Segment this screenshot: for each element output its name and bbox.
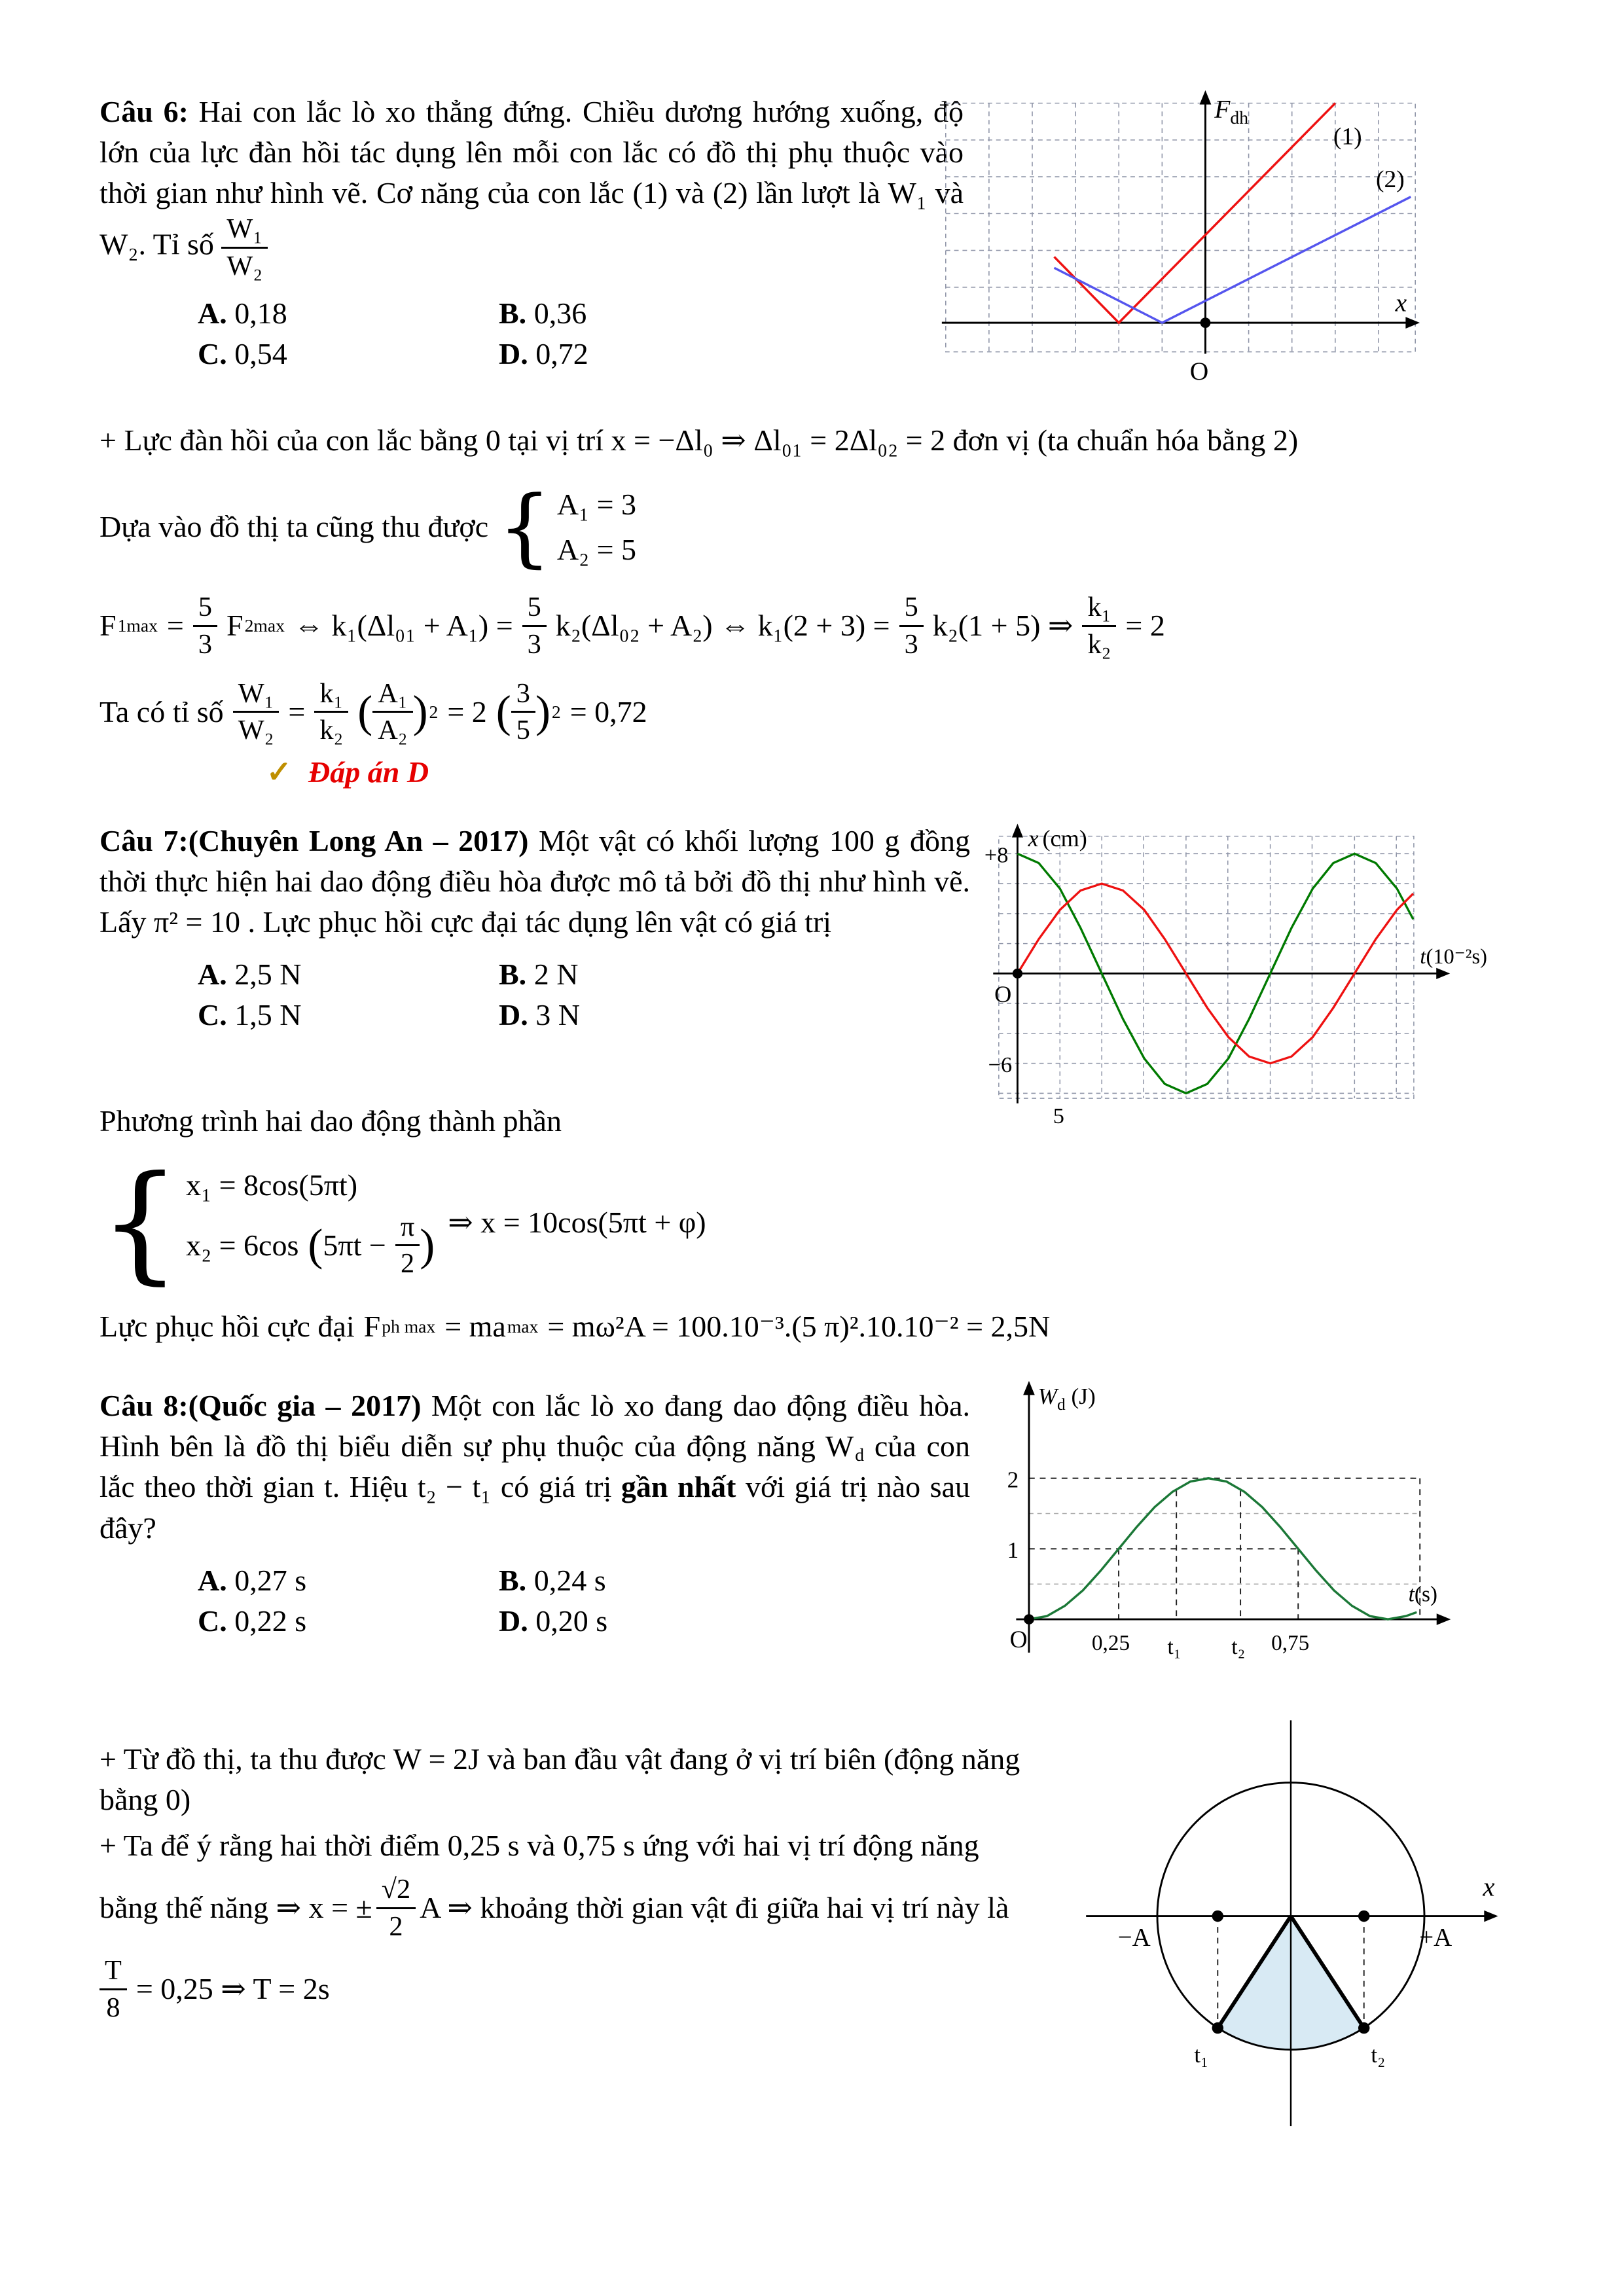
solution-text: A ⇒ khoảng thời gian vật đi giữa hai vị trí này là bbox=[420, 1891, 1009, 1925]
q8-emphasis: gần nhất bbox=[621, 1470, 736, 1504]
tick-plus-8: +8 bbox=[984, 842, 1009, 868]
t2-label: t₂ bbox=[1371, 2042, 1386, 2068]
subscript: ph max bbox=[382, 1316, 436, 1337]
math-token: ⇔ k₁(Δl₀₁ + A₁) = bbox=[293, 609, 513, 643]
check-icon: ✓ bbox=[266, 755, 292, 789]
t-axis-label: t(10⁻²s) bbox=[1420, 944, 1487, 969]
plus-A-label: +A bbox=[1419, 1923, 1453, 1952]
q6-equation-stiffness bbox=[99, 592, 1526, 660]
x-axis-label: x bbox=[1395, 288, 1407, 317]
math-token: = ma bbox=[444, 1310, 506, 1344]
q6-equation-ratio bbox=[99, 678, 1526, 746]
fraction-numerator: W₁ bbox=[221, 213, 268, 248]
math-token: = 2 bbox=[1125, 609, 1165, 643]
circle-point-t2 bbox=[1358, 2022, 1369, 2034]
q8-option-b bbox=[499, 1560, 800, 1601]
question-7 bbox=[99, 821, 1526, 1346]
q7-option-c bbox=[198, 995, 499, 1035]
q6-label: Câu 6: bbox=[99, 95, 189, 128]
tick-2: 2 bbox=[1007, 1467, 1019, 1493]
left-paren: ( bbox=[357, 687, 373, 737]
q8-stem bbox=[99, 1386, 970, 1548]
q8-stem-text-1: Một con lắc lò xo đang dao động điều hòa. Hình bên là đồ thị biểu diễn sự phụ thuộc của động năng bbox=[99, 1389, 970, 1463]
option-key: C. bbox=[198, 1604, 227, 1638]
tick-0-75: 0,75 bbox=[1271, 1631, 1310, 1656]
math-token: k₂(Δl₀₂ + A₂) ⇔ k₁(2 + 3) = bbox=[555, 609, 890, 643]
q7-displacement-time-graph bbox=[983, 817, 1520, 1130]
tick-minus-6: −6 bbox=[988, 1052, 1013, 1077]
tick-t2: t₂ bbox=[1231, 1635, 1246, 1660]
option-text: 2,5 N bbox=[234, 958, 302, 992]
system-row-2 bbox=[186, 1211, 435, 1280]
option-key: B. bbox=[499, 296, 527, 331]
document-content bbox=[99, 92, 1526, 2184]
subscript: 2max bbox=[244, 615, 285, 636]
t-axis-arrow bbox=[1437, 1613, 1451, 1625]
math-token: = 0,72 bbox=[569, 695, 647, 729]
subscript: d bbox=[855, 1444, 865, 1465]
q8-kinetic-energy-graph bbox=[997, 1376, 1458, 1696]
fraction: $\frac{√2}{2}$ bbox=[376, 1874, 416, 1942]
equation-system bbox=[497, 477, 637, 577]
line-2-label: (2) bbox=[1375, 166, 1405, 193]
system-row-1: A₁ = 3 bbox=[556, 487, 637, 521]
option-text: 0,54 bbox=[234, 337, 287, 371]
q8-phase-circle-diagram bbox=[1068, 1706, 1513, 2151]
option-key: D. bbox=[499, 998, 528, 1032]
system-conclusion: ⇒ x = 10cos(5πt + φ) bbox=[448, 1205, 706, 1239]
fraction: $\frac{5}{3}$ bbox=[522, 592, 547, 660]
circle-point-t1 bbox=[1212, 2022, 1223, 2034]
option-text: 0,36 bbox=[533, 296, 587, 331]
q6-solution-line-1: + Lực đàn hồi của con lắc bằng 0 tại vị trí x = −Δl₀ ⇒ Δl₀₁ = 2Δl₀₂ = 2 đơn vị (ta chuẩn hóa bằng 2) bbox=[99, 423, 1299, 457]
subscript: max bbox=[507, 1316, 539, 1337]
q8-stem-text-3: với giá trị nào sau đây? bbox=[99, 1470, 970, 1545]
t1-label: t₁ bbox=[1194, 2042, 1209, 2068]
math-token: = bbox=[166, 609, 184, 643]
q7-force-equation bbox=[99, 1307, 1526, 1346]
q7-solution-lead: Phương trình hai dao động thành phần bbox=[99, 1104, 562, 1138]
x-axis-label: x (cm) bbox=[1028, 825, 1087, 852]
q7-option-a bbox=[198, 954, 499, 995]
option-key: A. bbox=[198, 296, 227, 331]
subscript: 1max bbox=[117, 615, 158, 636]
option-text: 0,20 s bbox=[535, 1604, 608, 1638]
solution-text: Dựa vào đồ thị ta cũng thu được bbox=[99, 510, 489, 544]
option-text: 0,27 s bbox=[234, 1563, 307, 1597]
origin-dot bbox=[1200, 317, 1211, 328]
math-token: = bbox=[288, 695, 306, 729]
q8-option-c bbox=[198, 1601, 499, 1641]
option-key: A. bbox=[198, 958, 227, 992]
question-6 bbox=[99, 92, 1526, 789]
option-text: 0,22 s bbox=[234, 1604, 307, 1638]
q8-source: (Quốc gia – 2017) bbox=[188, 1389, 422, 1423]
fraction: $\frac{\text{k₁}}{\text{k₂}}$ bbox=[314, 678, 348, 746]
system-row-1: x₁ = 8cos(5πt) bbox=[186, 1168, 358, 1202]
option-key: A. bbox=[198, 1563, 227, 1597]
q6-answer-line bbox=[266, 754, 1526, 789]
option-text: 3 N bbox=[535, 998, 580, 1032]
q8-top-block bbox=[99, 1386, 1526, 1713]
w-axis-arrow bbox=[1023, 1381, 1035, 1395]
minus-A-label: −A bbox=[1117, 1923, 1151, 1952]
fraction: $\frac{3}{5}$ bbox=[511, 678, 535, 746]
system-row-2: A₂ = 5 bbox=[556, 533, 637, 567]
right-paren: ) bbox=[412, 687, 428, 737]
system-brace: { bbox=[99, 1148, 181, 1297]
math-token: F bbox=[226, 609, 244, 643]
option-key: C. bbox=[198, 337, 227, 371]
tick-0-25: 0,25 bbox=[1091, 1631, 1130, 1656]
q6-option-b bbox=[499, 293, 800, 334]
q7-option-b bbox=[499, 954, 800, 995]
q7-label: Câu 7: bbox=[99, 823, 189, 857]
origin-label: O bbox=[1189, 356, 1209, 386]
left-paren: ( bbox=[496, 687, 511, 737]
right-paren: ) bbox=[535, 687, 550, 737]
option-key: B. bbox=[499, 1563, 527, 1597]
q7-option-d bbox=[499, 995, 800, 1035]
q8-solution-line-1: + Từ đồ thị, ta thu được W = 2J và ban đầu vật đang ở vị trí biên (động năng bằng 0) bbox=[99, 1742, 1020, 1817]
fraction-denominator: W₂ bbox=[226, 250, 263, 281]
w-axis-label: $W_d$ (J) bbox=[1038, 1384, 1096, 1414]
option-key: D. bbox=[499, 1604, 528, 1638]
origin-dot bbox=[1013, 969, 1022, 978]
line-1-label: (1) bbox=[1333, 123, 1362, 151]
option-text: 0,24 s bbox=[533, 1563, 606, 1597]
question-8 bbox=[99, 1386, 1526, 2184]
fraction: $\frac{\text{W₁}}{\text{W₂}}$ bbox=[233, 678, 280, 746]
fraction: $\frac{5}{3}$ bbox=[899, 592, 924, 660]
q7-equation-system bbox=[99, 1148, 1526, 1297]
math-token: 5πt − bbox=[323, 1228, 386, 1262]
fraction: $\frac{5}{3}$ bbox=[193, 592, 217, 660]
option-key: C. bbox=[198, 998, 227, 1032]
axis-point-left bbox=[1212, 1910, 1223, 1922]
tick-t1: t₁ bbox=[1167, 1635, 1182, 1660]
option-text: 1,5 N bbox=[234, 998, 302, 1032]
equation-system bbox=[99, 1148, 435, 1297]
option-text: 0,18 bbox=[234, 296, 287, 331]
solution-text: bằng thế năng ⇒ x = ± bbox=[99, 1891, 372, 1925]
q8-stem-text-2: của con lắc theo thời gian t. Hiệu t₂ − t₁ có giá trị bbox=[99, 1429, 970, 1504]
q7-stem bbox=[99, 821, 970, 942]
q8-option-d bbox=[499, 1601, 800, 1641]
fraction: $\frac{\text{k₁}}{\text{k₂}}$ bbox=[1082, 592, 1116, 660]
x-axis-arrow bbox=[1012, 823, 1023, 837]
option-text: 0,72 bbox=[535, 337, 588, 371]
q8-solution-line-2: + Ta để ý rằng hai thời điểm 0,25 s và 0,75 s ứng với hai vị trí động năng bbox=[99, 1829, 979, 1863]
tick-5: 5 bbox=[1053, 1103, 1064, 1129]
fraction: $\frac{\pi}{2}$ bbox=[395, 1211, 420, 1280]
x-axis-arrow bbox=[1484, 1910, 1498, 1922]
q6-ratio-fraction bbox=[221, 213, 268, 281]
solution-text: Ta có tỉ số bbox=[99, 695, 224, 729]
q8-option-a bbox=[198, 1560, 499, 1601]
x-axis-arrow bbox=[1405, 317, 1420, 329]
system-brace: { bbox=[497, 477, 552, 577]
t-axis-arrow bbox=[1436, 968, 1450, 979]
origin-label: O bbox=[1009, 1626, 1028, 1654]
q8-label: Câu 8: bbox=[99, 1389, 189, 1423]
math-token: x₂ = 6cos bbox=[186, 1228, 299, 1262]
superscript: 2 bbox=[551, 702, 561, 722]
q6-stem bbox=[99, 92, 964, 281]
tick-1: 1 bbox=[1007, 1537, 1019, 1564]
left-paren: ( bbox=[308, 1220, 323, 1270]
axis-point-right bbox=[1358, 1910, 1369, 1922]
fraction: $\frac{\text{A₁}}{\text{A₂}}$ bbox=[372, 678, 412, 746]
q6-force-displacement-graph bbox=[934, 84, 1425, 406]
q6-stem-text: Hai con lắc lò xo thẳng đứng. Chiều dương hướng xuống, độ lớn của lực đàn hồi tác dụng lên mỗi con lắc có đồ thị phụ thuộc vào thời gian như hình vẽ. Cơ năng của con lắc (1) và (2) lần lượt là W₁ và W₂. Tỉ số bbox=[99, 95, 964, 261]
q6-option-c bbox=[198, 334, 499, 374]
q7-source: (Chuyên Long An – 2017) bbox=[188, 823, 529, 857]
option-key: B. bbox=[499, 958, 527, 992]
origin-dot bbox=[1024, 1614, 1034, 1624]
q7-stem-text: Một vật có khối lượng 100 g đồng thời thực hiện hai dao động điều hòa được mô tả bởi đồ thị như hình vẽ. Lấy π² = 10 . Lực phục hồi cực đại tác dụng lên vật có giá trị bbox=[99, 823, 970, 939]
y-axis-label: $F_{dh}$ bbox=[1214, 94, 1249, 128]
math-token: k₂(1 + 5) ⇒ bbox=[932, 609, 1074, 643]
q6-option-d bbox=[499, 334, 800, 374]
answer-text: Đáp án D bbox=[308, 755, 429, 789]
q6-option-a bbox=[198, 293, 499, 334]
force-line-2 bbox=[1055, 197, 1411, 323]
grid-lines bbox=[999, 836, 1414, 1098]
kinetic-energy-symbol: W bbox=[825, 1429, 854, 1463]
math-token: F bbox=[99, 609, 117, 643]
option-text: 2 N bbox=[533, 958, 579, 992]
option-key: D. bbox=[499, 337, 528, 371]
solution-text: Lực phục hồi cực đại bbox=[99, 1310, 355, 1344]
q6-solution-line-2 bbox=[99, 477, 1526, 577]
math-token: = 0,25 ⇒ T = 2s bbox=[135, 1972, 330, 2006]
t-axis-label: t(s) bbox=[1408, 1582, 1437, 1607]
fraction: $\frac{T}{8}$ bbox=[99, 1955, 127, 2023]
origin-label: O bbox=[994, 981, 1012, 1008]
math-token: = mω²A = 100.10⁻³.(5 π)².10.10⁻² = 2,5N bbox=[547, 1310, 1051, 1344]
x-axis-label: x bbox=[1483, 1872, 1495, 1902]
y-axis-arrow bbox=[1200, 90, 1212, 105]
math-token: = 2 bbox=[447, 695, 487, 729]
right-paren: ) bbox=[420, 1220, 435, 1270]
q8-solution bbox=[99, 1739, 1526, 2184]
math-token: F bbox=[363, 1310, 381, 1344]
superscript: 2 bbox=[429, 702, 439, 722]
